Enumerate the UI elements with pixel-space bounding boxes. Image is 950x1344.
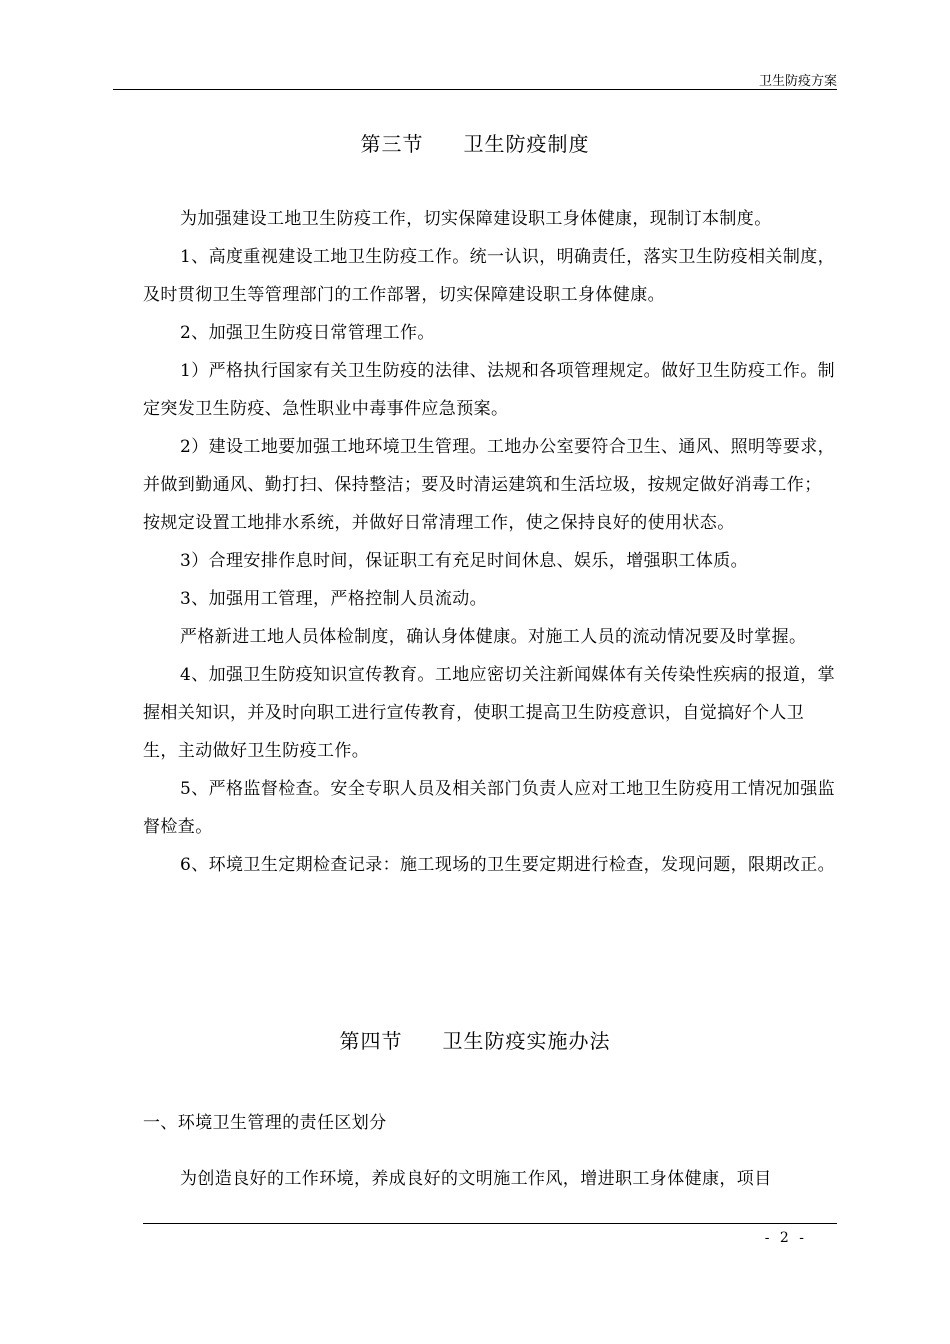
page-number: - 2 - [764, 1230, 807, 1246]
paragraph: 3）合理安排作息时间，保证职工有充足时间休息、娱乐，增强职工体质。 [180, 551, 749, 571]
page-header-title: 卫生防疫方案 [758, 74, 837, 89]
section-3-body [143, 200, 837, 884]
section-4-title: 卫生防疫实施办法 [442, 1029, 611, 1053]
paragraph: 为加强建设工地卫生防疫工作，切实保障建设职工身体健康，现制订本制度。 [180, 209, 772, 229]
paragraph: 6、环境卫生定期检查记录：施工现场的卫生要定期进行检查，发现问题，限期改正。 [180, 855, 836, 875]
section-3-title: 卫生防疫制度 [463, 132, 590, 156]
section-3-number: 第三节 [360, 132, 424, 156]
section-4-subheading: 一、环境卫生管理的责任区划分 [143, 1113, 387, 1133]
section-4-body [143, 1160, 837, 1198]
footer-rule [143, 1223, 837, 1224]
paragraph: 1、高度重视建设工地卫生防疫工作。统一认识，明确责任，落实卫生防疫相关制度，及时贯彻卫生等管理部门的工作部署，切实保障建设职工身体健康。 [143, 247, 836, 305]
section-4-number: 第四节 [339, 1029, 403, 1053]
paragraph: 2、加强卫生防疫日常管理工作。 [180, 323, 435, 343]
header-rule [113, 89, 837, 90]
paragraph: 5、严格监督检查。安全专职人员及相关部门负责人应对工地卫生防疫用工情况加强监督检查。 [143, 779, 836, 837]
section-3-heading [113, 128, 837, 157]
paragraph: 1）严格执行国家有关卫生防疫的法律、法规和各项管理规定。做好卫生防疫工作。制定突发卫生防疫、急性职业中毒事件应急预案。 [143, 361, 836, 419]
paragraph: 4、加强卫生防疫知识宣传教育。工地应密切关注新闻媒体有关传染性疾病的报道，掌握相关知识，并及时向职工进行宣传教育，使职工提高卫生防疫意识，自觉搞好个人卫生，主动做好卫生防疫工作。 [143, 665, 836, 761]
paragraph: 3、加强用工管理，严格控制人员流动。 [180, 589, 488, 609]
section-4-heading [113, 1025, 837, 1054]
paragraph: 严格新进工地人员体检制度，确认身体健康。对施工人员的流动情况要及时掌握。 [180, 627, 807, 647]
paragraph: 2）建设工地要加强工地环境卫生管理。工地办公室要符合卫生、通风、照明等要求，并做到勤通风、勤打扫、保持整洁；要及时清运建筑和生活垃圾，按规定做好消毒工作；按规定设置工地排水系统，并做好日常清理工作，使之保持良好的使用状态。 [143, 437, 836, 533]
paragraph: 为创造良好的工作环境，养成良好的文明施工作风，增进职工身体健康，项目 [180, 1169, 772, 1189]
